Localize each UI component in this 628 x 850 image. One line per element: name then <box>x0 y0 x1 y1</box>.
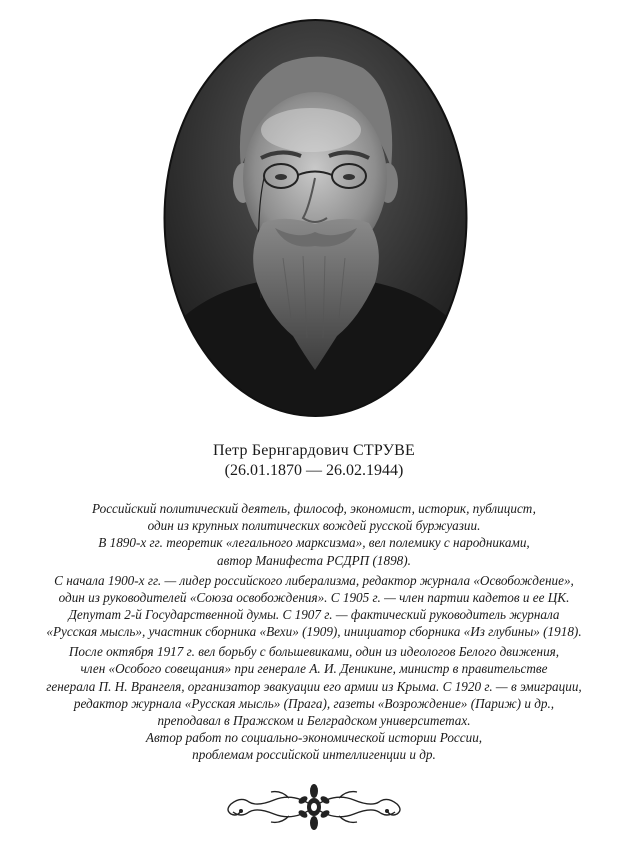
portrait-image <box>163 18 468 418</box>
biography-line: Российский политический деятель, философ, экономист, историк, публицист, <box>92 501 536 516</box>
biography-line: Автор работ по социально-экономической истории России, <box>145 730 483 746</box>
biography-line: преподавал в Пражском и Белградском университетах. <box>157 713 471 729</box>
biography-line: автор Манифеста РСДРП (1898). <box>217 552 411 568</box>
biography-line: проблемам российской интеллигенции и др. <box>192 747 436 763</box>
biography-line: Депутат 2-й Государственной думы. С 1907 г. — фактический руководитель журнала <box>68 607 560 623</box>
biography-line: После октября 1917 г. вел борьбу с большевиками, один из идеологов Белого движения, <box>68 644 560 660</box>
biography-paragraph <box>10 643 618 763</box>
floral-ornament-icon <box>219 782 409 832</box>
biography-paragraph <box>10 500 618 569</box>
biography-line: один из руководителей «Союза освобождения». С 1905 г. — член партии кадетов и ее ЦК. <box>58 589 570 605</box>
person-name: Петр Бернгардович СТРУВЕ <box>213 442 415 459</box>
biography-line: генерала П. Н. Врангеля, организатор эвакуации его армии из Крыма. С 1920 г. — в эмиграции, <box>46 678 582 694</box>
ornament-divider <box>219 782 409 832</box>
biography <box>10 500 618 766</box>
biography-line: редактор журнала «Русская мысль» (Прага), газеты «Возрождение» (Париж) и др., <box>73 695 555 711</box>
biography-line: член «Особого совещания» при генерале А. И. Деникине, министр в правительстве <box>80 661 548 677</box>
life-dates: (26.01.1870 — 26.02.1944) <box>224 462 404 479</box>
biography-line: один из крупных политических вождей русской буржуазии. <box>147 518 481 534</box>
portrait-photo <box>163 18 468 418</box>
biography-paragraph <box>10 572 618 641</box>
biography-line: С начала 1900-х гг. — лидер российского либерализма, редактор журнала «Освобождение», <box>54 572 574 588</box>
biography-line: В 1890-х гг. теоретик «легального марксизма», вел полемику с народниками, <box>98 535 530 551</box>
biography-line: «Русская мысль», участник сборника «Вехи» (1909), инициатор сборника «Из глубины» (1918). <box>46 624 582 640</box>
